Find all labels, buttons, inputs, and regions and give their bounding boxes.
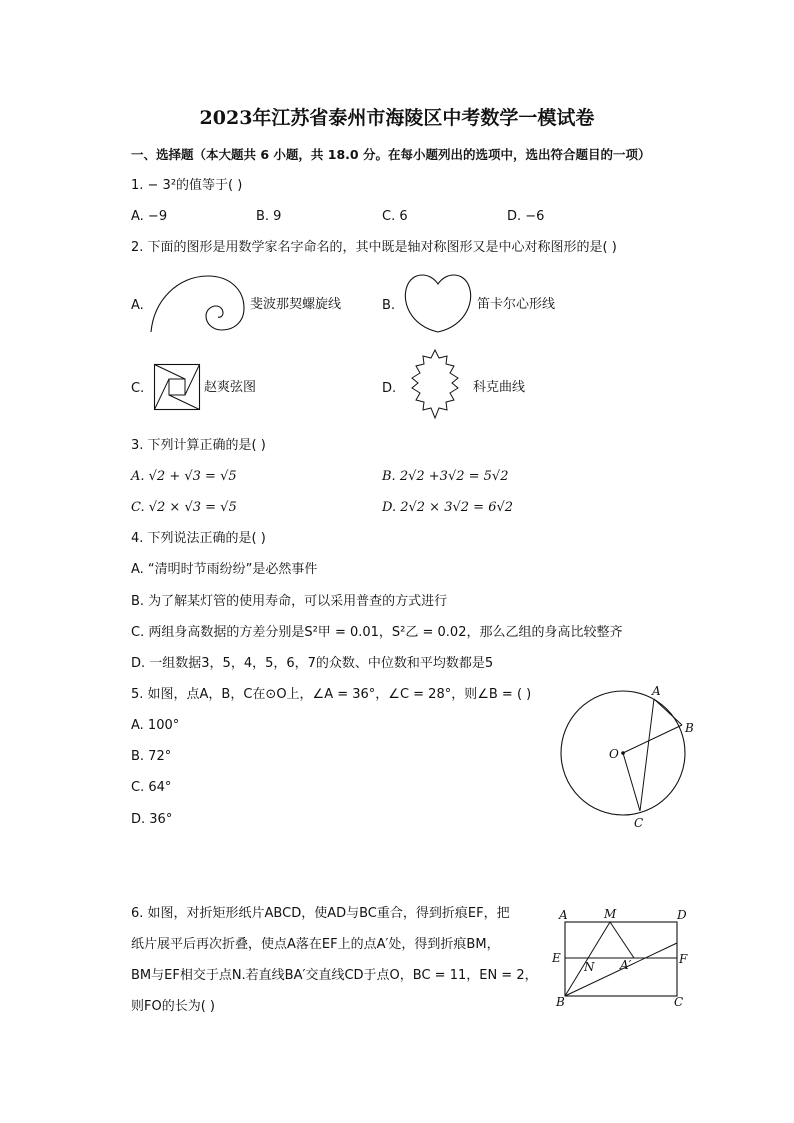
- fig6-label-a: A: [559, 908, 568, 922]
- fig6-label-a-prime: A′: [620, 958, 632, 972]
- q3-stem: 3. 下列计算正确的是( ): [131, 438, 266, 453]
- q5-option-a: A. 100°: [131, 718, 180, 733]
- koch-snowflake-figure: [400, 348, 470, 422]
- fibonacci-spiral-figure: [148, 270, 248, 335]
- q2-option-d-letter: D.: [382, 381, 397, 396]
- circle-figure: [555, 680, 705, 830]
- q6-line-4: 则FO的长为( ): [131, 999, 215, 1014]
- point-o-label: O: [609, 747, 619, 761]
- q6-line-3: BM与EF相交于点N.若直线BA′交直线CD于点O，BC = 11，EN = 2，: [131, 968, 538, 983]
- q2-option-c-letter: C.: [131, 381, 145, 396]
- q1-stem: 1. − 3²的值等于( ): [131, 178, 243, 193]
- cardioid-figure: [402, 270, 474, 334]
- fig6-label-f: F: [679, 952, 688, 966]
- fig6-label-d: D: [677, 908, 687, 922]
- q3-option-b: B. 2√2 +3√2 = 5√2: [382, 469, 509, 484]
- q5-option-c: C. 64°: [131, 780, 172, 795]
- q2-option-a-letter: A.: [131, 298, 144, 313]
- q4-stem: 4. 下列说法正确的是( ): [131, 531, 266, 546]
- q4-option-a: A. “清明时节雨纷纷”是必然事件: [131, 562, 318, 577]
- q3-option-c: C. √2 × √3 = √5: [131, 500, 237, 515]
- point-c-label: C: [634, 816, 644, 830]
- q2-stem: 2. 下面的图形是用数学家名字命名的，其中既是轴对称图形又是中心对称图形的是( ): [131, 240, 617, 255]
- fig6-label-n: N: [584, 960, 595, 974]
- q4-option-d: D. 一组数据3，5，4，5，6，7的众数、中位数和平均数都是5: [131, 656, 494, 671]
- q1-option-d: D. −6: [507, 209, 545, 224]
- q2-option-c-name: 赵爽弦图: [204, 380, 257, 395]
- q3-option-d: D. 2√2 × 3√2 = 6√2: [382, 500, 514, 515]
- q3-option-a: A. √2 + √3 = √5: [131, 469, 237, 484]
- q1-option-a: A. −9: [131, 209, 168, 224]
- point-b-label: B: [685, 721, 694, 735]
- fig6-label-e: E: [552, 951, 561, 965]
- q5-option-d: D. 36°: [131, 812, 173, 827]
- zhao-shuang-figure: [154, 364, 200, 410]
- q2-option-b-letter: B.: [382, 298, 396, 313]
- section-heading: 一、选择题（本大题共 6 小题，共 18.0 分。在每小题列出的选项中，选出符合题目的一项）: [131, 147, 651, 162]
- q6-line-1: 6. 如图，对折矩形纸片ABCD，使AD与BC重合，得到折痕EF，把: [131, 906, 510, 921]
- q5-option-b: B. 72°: [131, 749, 172, 764]
- fig6-label-b: B: [556, 995, 565, 1009]
- q5-stem: 5. 如图，点A，B，C在⊙O上，∠A = 36°，∠C = 28°，则∠B = ( ): [131, 687, 532, 702]
- rectangle-fold-figure: [552, 905, 697, 1015]
- q6-line-2: 纸片展平后再次折叠，使点A落在EF上的点A′处，得到折痕BM，: [131, 937, 500, 952]
- page-title: 2023年江苏省泰州市海陵区中考数学一模试卷: [199, 107, 595, 129]
- q2-option-b-name: 笛卡尔心形线: [477, 297, 556, 312]
- fig6-label-m: M: [604, 907, 617, 921]
- q4-option-b: B. 为了解某灯管的使用寿命，可以采用普查的方式进行: [131, 594, 448, 609]
- fig6-label-c: C: [674, 995, 684, 1009]
- q4-option-c: C. 两组身高数据的方差分别是S²甲 = 0.01，S²乙 = 0.02，那么乙组的身高比较整齐: [131, 625, 623, 640]
- q1-option-c: C. 6: [382, 209, 408, 224]
- point-a-label: A: [652, 684, 661, 698]
- q2-option-a-name: 斐波那契螺旋线: [250, 297, 342, 312]
- q1-option-b: B. 9: [256, 209, 282, 224]
- q2-option-d-name: 科克曲线: [473, 380, 526, 395]
